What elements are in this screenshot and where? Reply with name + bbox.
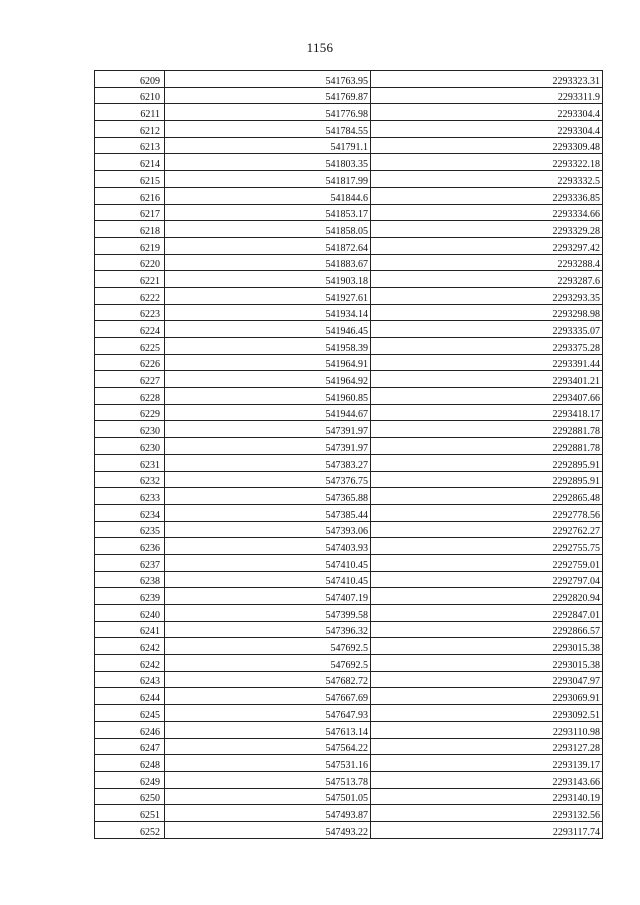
point-number-cell: 6229 xyxy=(95,404,165,421)
point-number-cell: 6252 xyxy=(95,821,165,838)
point-number-cell: 6215 xyxy=(95,171,165,188)
table-row xyxy=(95,121,603,138)
point-number-cell: 6239 xyxy=(95,588,165,605)
y-coordinate-cell: 2292759.01 xyxy=(371,554,603,571)
x-coordinate-cell: 547531.16 xyxy=(165,755,371,772)
table-row xyxy=(95,688,603,705)
y-coordinate-cell: 2293069.91 xyxy=(371,688,603,705)
y-coordinate-cell: 2293334.66 xyxy=(371,204,603,221)
y-coordinate-cell: 2293298.98 xyxy=(371,304,603,321)
point-number-cell: 6213 xyxy=(95,137,165,154)
x-coordinate-cell: 541927.61 xyxy=(165,287,371,304)
y-coordinate-cell: 2292881.78 xyxy=(371,421,603,438)
point-number-cell: 6228 xyxy=(95,388,165,405)
coordinates-table-body xyxy=(95,71,603,839)
x-coordinate-cell: 541960.85 xyxy=(165,388,371,405)
x-coordinate-cell: 547391.97 xyxy=(165,421,371,438)
x-coordinate-cell: 547385.44 xyxy=(165,504,371,521)
x-coordinate-cell: 547692.5 xyxy=(165,655,371,672)
x-coordinate-cell: 541763.95 xyxy=(165,71,371,88)
y-coordinate-cell: 2292820.94 xyxy=(371,588,603,605)
y-coordinate-cell: 2293293.35 xyxy=(371,287,603,304)
table-row xyxy=(95,221,603,238)
table-row xyxy=(95,204,603,221)
y-coordinate-cell: 2293297.42 xyxy=(371,237,603,254)
x-coordinate-cell: 547383.27 xyxy=(165,454,371,471)
x-coordinate-cell: 547410.45 xyxy=(165,554,371,571)
x-coordinate-cell: 541853.17 xyxy=(165,204,371,221)
point-number-cell: 6242 xyxy=(95,638,165,655)
x-coordinate-cell: 541858.05 xyxy=(165,221,371,238)
y-coordinate-cell: 2292866.57 xyxy=(371,621,603,638)
x-coordinate-cell: 541964.91 xyxy=(165,354,371,371)
table-row xyxy=(95,655,603,672)
x-coordinate-cell: 547403.93 xyxy=(165,538,371,555)
table-row xyxy=(95,371,603,388)
table-row xyxy=(95,87,603,104)
point-number-cell: 6235 xyxy=(95,521,165,538)
point-number-cell: 6238 xyxy=(95,571,165,588)
y-coordinate-cell: 2293140.19 xyxy=(371,788,603,805)
table-row xyxy=(95,705,603,722)
x-coordinate-cell: 547493.22 xyxy=(165,821,371,838)
x-coordinate-cell: 541946.45 xyxy=(165,321,371,338)
table-row xyxy=(95,104,603,121)
point-number-cell: 6246 xyxy=(95,721,165,738)
table-row xyxy=(95,571,603,588)
y-coordinate-cell: 2293332.5 xyxy=(371,171,603,188)
y-coordinate-cell: 2293092.51 xyxy=(371,705,603,722)
x-coordinate-cell: 547692.5 xyxy=(165,638,371,655)
table-row xyxy=(95,154,603,171)
point-number-cell: 6225 xyxy=(95,338,165,355)
y-coordinate-cell: 2293323.31 xyxy=(371,71,603,88)
point-number-cell: 6222 xyxy=(95,287,165,304)
y-coordinate-cell: 2292895.91 xyxy=(371,471,603,488)
x-coordinate-cell: 541844.6 xyxy=(165,187,371,204)
point-number-cell: 6230 xyxy=(95,421,165,438)
y-coordinate-cell: 2293418.17 xyxy=(371,404,603,421)
table-row xyxy=(95,388,603,405)
y-coordinate-cell: 2293127.28 xyxy=(371,738,603,755)
point-number-cell: 6212 xyxy=(95,121,165,138)
y-coordinate-cell: 2293336.85 xyxy=(371,187,603,204)
y-coordinate-cell: 2293335.07 xyxy=(371,321,603,338)
point-number-cell: 6210 xyxy=(95,87,165,104)
y-coordinate-cell: 2293117.74 xyxy=(371,821,603,838)
y-coordinate-cell: 2293047.97 xyxy=(371,671,603,688)
point-number-cell: 6240 xyxy=(95,605,165,622)
table-row xyxy=(95,621,603,638)
point-number-cell: 6244 xyxy=(95,688,165,705)
table-row xyxy=(95,771,603,788)
x-coordinate-cell: 547667.69 xyxy=(165,688,371,705)
point-number-cell: 6209 xyxy=(95,71,165,88)
point-number-cell: 6224 xyxy=(95,321,165,338)
y-coordinate-cell: 2292847.01 xyxy=(371,605,603,622)
table-row xyxy=(95,454,603,471)
table-row xyxy=(95,271,603,288)
y-coordinate-cell: 2293132.56 xyxy=(371,805,603,822)
y-coordinate-cell: 2292865.48 xyxy=(371,488,603,505)
y-coordinate-cell: 2293309.48 xyxy=(371,137,603,154)
point-number-cell: 6226 xyxy=(95,354,165,371)
x-coordinate-cell: 541958.39 xyxy=(165,338,371,355)
x-coordinate-cell: 541964.92 xyxy=(165,371,371,388)
y-coordinate-cell: 2292881.78 xyxy=(371,438,603,455)
x-coordinate-cell: 547613.14 xyxy=(165,721,371,738)
table-row xyxy=(95,521,603,538)
table-row xyxy=(95,721,603,738)
table-row xyxy=(95,338,603,355)
y-coordinate-cell: 2293015.38 xyxy=(371,638,603,655)
point-number-cell: 6218 xyxy=(95,221,165,238)
x-coordinate-cell: 547501.05 xyxy=(165,788,371,805)
x-coordinate-cell: 541934.14 xyxy=(165,304,371,321)
table-row xyxy=(95,738,603,755)
point-number-cell: 6248 xyxy=(95,755,165,772)
x-coordinate-cell: 541883.67 xyxy=(165,254,371,271)
y-coordinate-cell: 2293407.66 xyxy=(371,388,603,405)
point-number-cell: 6236 xyxy=(95,538,165,555)
y-coordinate-cell: 2292797.04 xyxy=(371,571,603,588)
table-row xyxy=(95,554,603,571)
point-number-cell: 6245 xyxy=(95,705,165,722)
point-number-cell: 6249 xyxy=(95,771,165,788)
point-number-cell: 6211 xyxy=(95,104,165,121)
point-number-cell: 6227 xyxy=(95,371,165,388)
table-row xyxy=(95,755,603,772)
x-coordinate-cell: 547391.97 xyxy=(165,438,371,455)
x-coordinate-cell: 541903.18 xyxy=(165,271,371,288)
y-coordinate-cell: 2292778.56 xyxy=(371,504,603,521)
x-coordinate-cell: 547513.78 xyxy=(165,771,371,788)
table-row xyxy=(95,404,603,421)
table-row xyxy=(95,354,603,371)
table-row xyxy=(95,187,603,204)
point-number-cell: 6247 xyxy=(95,738,165,755)
y-coordinate-cell: 2293304.4 xyxy=(371,104,603,121)
y-coordinate-cell: 2292762.27 xyxy=(371,521,603,538)
point-number-cell: 6221 xyxy=(95,271,165,288)
point-number-cell: 6251 xyxy=(95,805,165,822)
y-coordinate-cell: 2293401.21 xyxy=(371,371,603,388)
table-row xyxy=(95,321,603,338)
point-number-cell: 6231 xyxy=(95,454,165,471)
table-row xyxy=(95,504,603,521)
x-coordinate-cell: 547410.45 xyxy=(165,571,371,588)
table-row xyxy=(95,538,603,555)
table-row xyxy=(95,71,603,88)
table-row xyxy=(95,788,603,805)
x-coordinate-cell: 547407.19 xyxy=(165,588,371,605)
x-coordinate-cell: 541817.99 xyxy=(165,171,371,188)
x-coordinate-cell: 541776.98 xyxy=(165,104,371,121)
point-number-cell: 6230 xyxy=(95,438,165,455)
point-number-cell: 6243 xyxy=(95,671,165,688)
y-coordinate-cell: 2293311.9 xyxy=(371,87,603,104)
point-number-cell: 6232 xyxy=(95,471,165,488)
point-number-cell: 6214 xyxy=(95,154,165,171)
y-coordinate-cell: 2293391.44 xyxy=(371,354,603,371)
x-coordinate-cell: 541784.55 xyxy=(165,121,371,138)
point-number-cell: 6233 xyxy=(95,488,165,505)
y-coordinate-cell: 2293288.4 xyxy=(371,254,603,271)
point-number-cell: 6242 xyxy=(95,655,165,672)
table-row xyxy=(95,471,603,488)
y-coordinate-cell: 2292895.91 xyxy=(371,454,603,471)
x-coordinate-cell: 547564.22 xyxy=(165,738,371,755)
y-coordinate-cell: 2292755.75 xyxy=(371,538,603,555)
y-coordinate-cell: 2293375.28 xyxy=(371,338,603,355)
x-coordinate-cell: 547365.88 xyxy=(165,488,371,505)
point-number-cell: 6223 xyxy=(95,304,165,321)
point-number-cell: 6250 xyxy=(95,788,165,805)
table-row xyxy=(95,137,603,154)
point-number-cell: 6241 xyxy=(95,621,165,638)
x-coordinate-cell: 541803.35 xyxy=(165,154,371,171)
table-row xyxy=(95,588,603,605)
x-coordinate-cell: 541872.64 xyxy=(165,237,371,254)
y-coordinate-cell: 2293287.6 xyxy=(371,271,603,288)
table-row xyxy=(95,605,603,622)
point-number-cell: 6216 xyxy=(95,187,165,204)
table-row xyxy=(95,671,603,688)
table-row xyxy=(95,304,603,321)
x-coordinate-cell: 547393.06 xyxy=(165,521,371,538)
table-row xyxy=(95,254,603,271)
table-row xyxy=(95,237,603,254)
x-coordinate-cell: 547399.58 xyxy=(165,605,371,622)
y-coordinate-cell: 2293139.17 xyxy=(371,755,603,772)
table-row xyxy=(95,438,603,455)
point-number-cell: 6234 xyxy=(95,504,165,521)
y-coordinate-cell: 2293143.66 xyxy=(371,771,603,788)
x-coordinate-cell: 541769.87 xyxy=(165,87,371,104)
y-coordinate-cell: 2293015.38 xyxy=(371,655,603,672)
table-row xyxy=(95,287,603,304)
point-number-cell: 6219 xyxy=(95,237,165,254)
x-coordinate-cell: 547682.72 xyxy=(165,671,371,688)
x-coordinate-cell: 547376.75 xyxy=(165,471,371,488)
point-number-cell: 6220 xyxy=(95,254,165,271)
y-coordinate-cell: 2293304.4 xyxy=(371,121,603,138)
table-row xyxy=(95,171,603,188)
x-coordinate-cell: 547647.93 xyxy=(165,705,371,722)
table-row xyxy=(95,805,603,822)
page-number: 1156 xyxy=(306,40,334,55)
y-coordinate-cell: 2293110.98 xyxy=(371,721,603,738)
x-coordinate-cell: 541791.1 xyxy=(165,137,371,154)
table-row xyxy=(95,421,603,438)
table-row xyxy=(95,638,603,655)
x-coordinate-cell: 541944.67 xyxy=(165,404,371,421)
x-coordinate-cell: 547396.32 xyxy=(165,621,371,638)
coordinates-table xyxy=(94,70,603,839)
x-coordinate-cell: 547493.87 xyxy=(165,805,371,822)
table-row xyxy=(95,821,603,838)
point-number-cell: 6217 xyxy=(95,204,165,221)
point-number-cell: 6237 xyxy=(95,554,165,571)
table-row xyxy=(95,488,603,505)
y-coordinate-cell: 2293329.28 xyxy=(371,221,603,238)
y-coordinate-cell: 2293322.18 xyxy=(371,154,603,171)
